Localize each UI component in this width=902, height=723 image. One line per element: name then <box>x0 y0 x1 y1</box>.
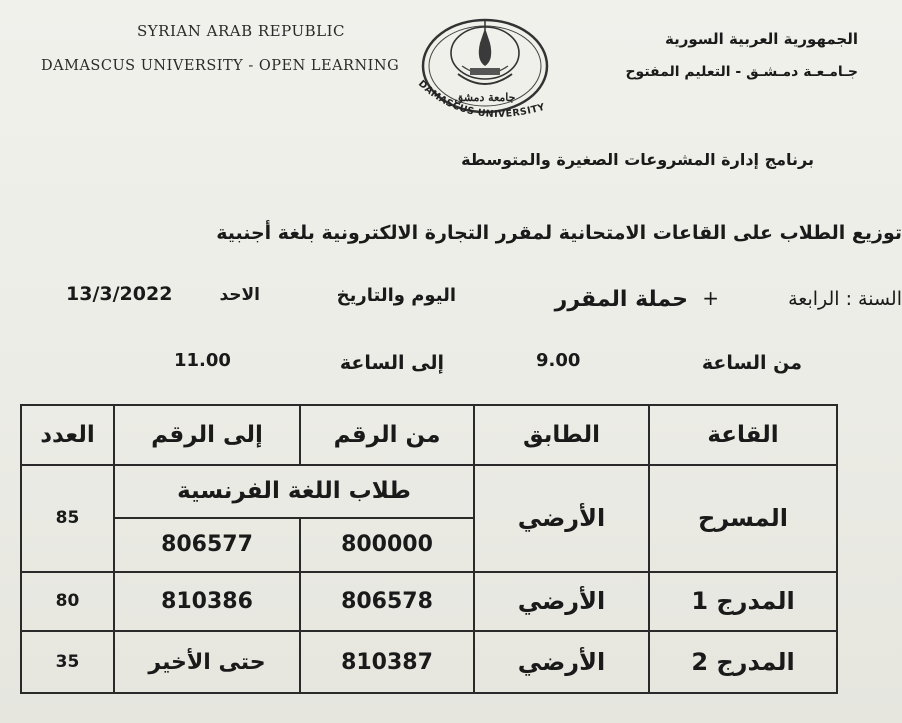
year-label: السنة : الرابعة <box>788 288 902 310</box>
plus-sign: + <box>702 286 719 310</box>
french-students-note: طلاب اللغة الفرنسية <box>114 465 474 518</box>
count-cell: 80 <box>21 572 114 632</box>
table-header-row <box>21 405 837 465</box>
header-hall: القاعة <box>649 405 837 465</box>
program-name: برنامج إدارة المشروعات الصغيرة والمتوسطة <box>461 150 814 169</box>
header-to-number: إلى الرقم <box>114 405 300 465</box>
header-floor: الطابق <box>474 405 649 465</box>
from-number-cell: 810387 <box>300 631 474 693</box>
from-time-label: من الساعة <box>701 352 802 374</box>
date-value: 13/3/2022 <box>66 283 173 305</box>
seal-text: DAMASCUS UNIVERSITY <box>415 78 547 121</box>
seal-arabic-text: جامعة دمشق <box>454 91 516 104</box>
hall-cell: المسرح <box>649 465 837 572</box>
from-number-cell: 800000 <box>300 518 474 571</box>
header-from-number: من الرقم <box>300 405 474 465</box>
day-value: الاحد <box>219 285 260 305</box>
count-cell: 85 <box>21 465 114 572</box>
to-time-label: إلى الساعة <box>339 352 444 374</box>
from-number-cell: 806578 <box>300 572 474 632</box>
day-date-label: اليوم والتاريخ <box>336 285 456 306</box>
header-count: العدد <box>21 405 114 465</box>
floor-cell: الأرضي <box>474 465 649 572</box>
hall-distribution-table <box>20 404 838 694</box>
header-ar-line2: جـامـعـة دمـشـق - التعليم المفتوح <box>625 64 858 80</box>
floor-cell: الأرضي <box>474 572 649 632</box>
floor-cell: الأرضي <box>474 631 649 693</box>
table-row <box>21 572 837 632</box>
to-number-cell: 810386 <box>114 572 300 632</box>
to-number-cell: حتى الأخير <box>114 631 300 693</box>
header-ar-line1: الجمهورية العربية السورية <box>665 30 858 48</box>
table-row <box>21 631 837 693</box>
from-time-value: 9.00 <box>536 350 581 371</box>
to-time-value: 11.00 <box>174 350 231 371</box>
table-row <box>21 465 837 518</box>
header-en-line2: DAMASCUS UNIVERSITY - OPEN LEARNING <box>41 58 400 74</box>
count-cell: 35 <box>21 631 114 693</box>
document-title: توزيع الطلاب على القاعات الامتحانية لمقرر التجارة الالكترونية بلغة أجنبية <box>216 222 902 244</box>
carry-over-label: حملة المقرر <box>554 287 688 312</box>
hall-cell: المدرج 2 <box>649 631 837 693</box>
to-number-cell: 806577 <box>114 518 300 571</box>
header-en-line1: SYRIAN ARAB REPUBLIC <box>137 22 345 40</box>
hall-cell: المدرج 1 <box>649 572 837 632</box>
university-seal <box>410 8 560 133</box>
